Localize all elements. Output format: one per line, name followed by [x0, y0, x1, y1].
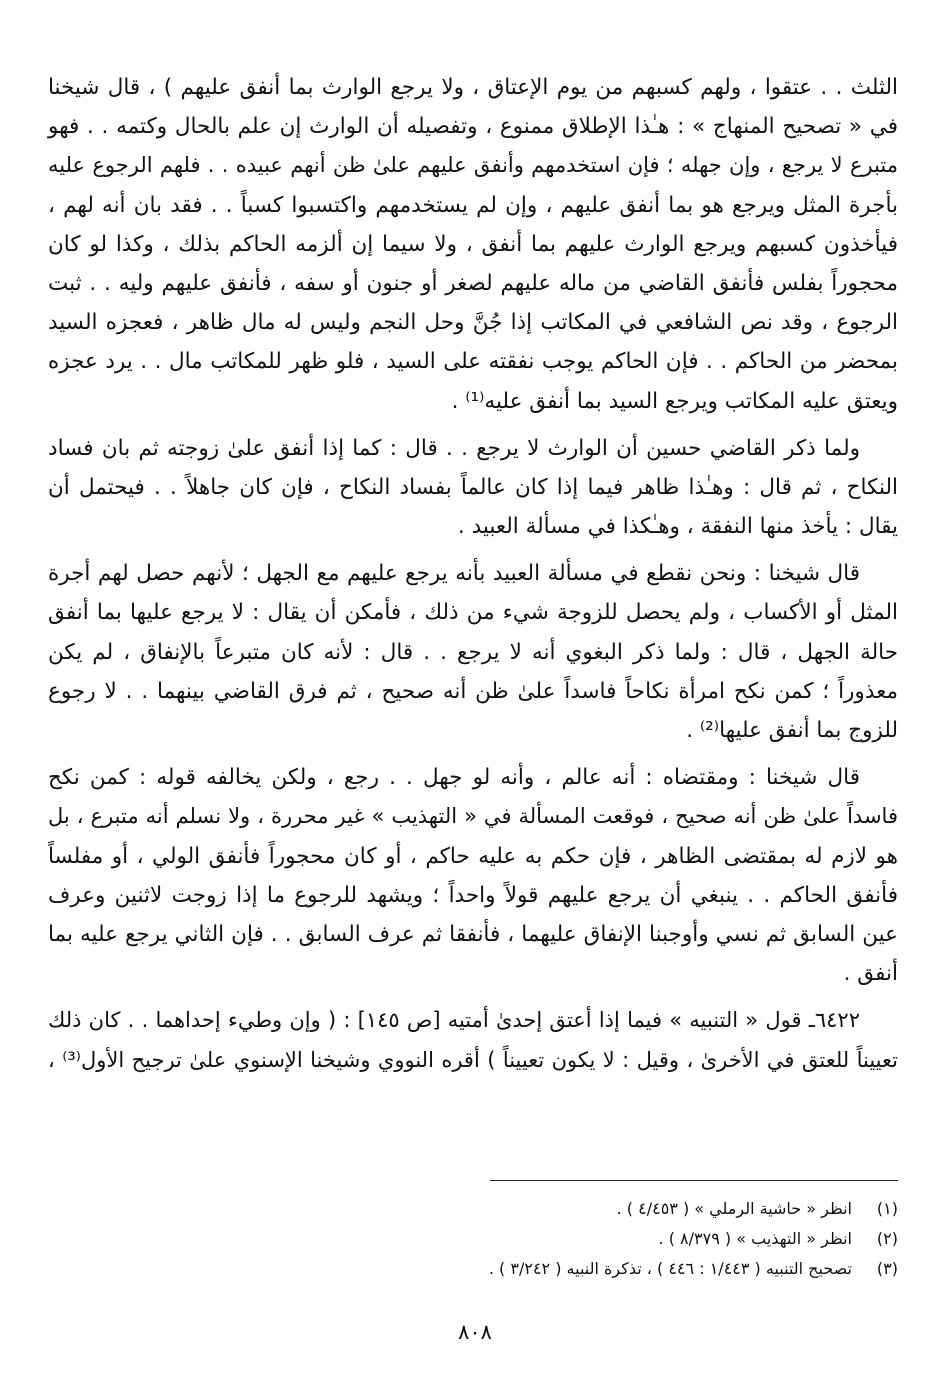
text-line: متبرع لا يرجع ، وإن جهله ؛ فإن استخدمهم وأنفق عليهم علىٰ ظن أنهم عبيده . . فلهم الرجوع عليه [48, 153, 898, 178]
text-line: بمحضر من الحاكم . . فإن الحاكم يوجب نفقته على السيد ، فلو ظهر للمكاتب مال . . يرد عجزه [48, 349, 898, 375]
text-line: معذوراً ؛ كمن نكح امرأة نكاحاً فاسداً علىٰ ظن أنه صحيح ، ثم فرق القاضي بينهما . . لا رجوع [48, 678, 898, 704]
text-line: للزوج بما أنفق عليها⁽²⁾ . [686, 718, 898, 743]
footnote [298, 1194, 898, 1224]
footnote-text: تصحيح التنبيه ( ١/٤٤٣ : ٤٤٦ ) ، تذكرة النبيه ( ٣/٢٤٢ ) . [488, 1259, 852, 1278]
text-line: قال شيخنا : ونحن نقطع في مسألة العبيد بأنه يرجع عليهم مع الجهل ؛ لأنهم حصل لهم أجرة [48, 561, 860, 587]
text-line: فيأخذون كسبهم ويرجع الوارث عليهم بما أنفق ، ولا سيما إن ألزمه الحاكم بذلك ، وكذا لو كان [48, 231, 898, 257]
text-line: تعييناً للعتق في الأخرىٰ ، وقيل : لا يكون تعييناً ) أقره النووي وشيخنا الإسنوي علىٰ ترجيح الأول⁽³⁾ ، [48, 1047, 898, 1072]
main-text [48, 68, 898, 1080]
text-line: الثلث . . عتقوا ، ولهم كسبهم من يوم الإعتاق ، ولا يرجع الوارث بما أنفق عليهم ) ، قال شيخنا [48, 75, 898, 100]
footnote [298, 1224, 898, 1254]
text-line: يقال : يأخذ منها النفقة ، وهـٰكذا في مسألة العبيد . [457, 514, 898, 540]
text-line: النكاح ، ثم قال : وهـٰذا ظاهر فيما إذا كان عالماً بفساد النكاح ، فإن كان جاهلاً . . فيحتمل أن [48, 474, 898, 500]
text-line: فأنفق الحاكم . . ينبغي أن يرجع عليهم قولاً واحداً ؛ ويشهد للرجوع ما إذا زوجت لاثنين وعرف [48, 882, 898, 908]
text-line: المثل أو الأكساب ، ولم يحصل للزوجة شيء من ذلك ، فأمكن أن يقال : لا يرجع عليها بما أنفق [48, 600, 898, 626]
text-line: أنفق . [843, 961, 898, 987]
footnotes [298, 1194, 898, 1284]
paragraph-gap [48, 421, 898, 429]
footnote-number: (٣) [876, 1259, 898, 1278]
text-line: هو لازم له بمقتضى الظاهر ، فإن حكم به عليه حاكم ، أو كان محجوراً فأنفق الولي ، أو مفلساً [48, 843, 898, 869]
paragraph-gap [48, 546, 898, 554]
footnote-text: انظر « حاشية الرملي » ( ٤/٤٥٣ ) . [616, 1199, 852, 1218]
text-line: قال شيخنا : ومقتضاه : أنه عالم ، وأنه لو جهل . . رجع ، ولكن يخالفه قوله : كمن نكح [48, 765, 860, 791]
text-line: ويعتق عليه المكاتب ويرجع السيد بما أنفق عليه⁽¹⁾ . [451, 388, 898, 414]
text-line: حالة الجهل ، قال : ولما ذكر البغوي أنه لا يرجع . . قال : لأنه كان متبرعاً بالإنفاق ، لم يكن [48, 639, 898, 665]
text-line: محجوراً بفلس فأنفق القاضي من ماله عليهم لصغر أو جنون أو سفه ، فأنفق عليهم وليه . . ثبت [48, 270, 898, 296]
footnote-divider [490, 1180, 898, 1181]
footnote-number: (١) [876, 1199, 898, 1218]
footnote [298, 1254, 898, 1284]
paragraph-gap [48, 750, 898, 758]
paragraph-gap [48, 993, 898, 1001]
text-line: فاسداً علىٰ ظن أنه صحيح ، فوقعت المسألة في « التهذيب » غير محررة ، ولا نسلم أنه متبرع ، بل [48, 804, 898, 829]
text-line: ولما ذكر القاضي حسين أن الوارث لا يرجع . . قال : كما إذا أنفق علىٰ زوجته ثم بان فساد [48, 435, 860, 461]
text-line: ٦٤٢٢ـ قول « التنبيه » فيما إذا أعتق إحدىٰ أمتيه [ص ١٤٥] : ( وإن وطيء إحداهما . . كان ذلك [48, 1008, 860, 1033]
text-line: الرجوع ، وقد نص الشافعي في المكاتب إذا جُنَّ وحل النجم وليس له مال ظاهر ، فعجزه السيد [48, 310, 898, 336]
text-line: عين السابق ثم نسي وأوجبنا الإنفاق عليهما ، فأنفقا ثم عرف السابق . . فإن الثاني يرجع عليه بما [48, 921, 898, 947]
text-line: بأجرة المثل ويرجع هو بما أنفق عليهم ، وإن لم يستخدمهم واكتسبوا كسباً . . فقد بان أنه لهم ، [48, 192, 898, 218]
footnote-number: (٢) [876, 1229, 898, 1248]
footnote-text: انظر « التهذيب » ( ٨/٣٧٩ ) . [658, 1229, 852, 1248]
text-line: في « تصحيح المنهاج » : هـٰذا الإطلاق ممنوع ، وتفصيله أن الوارث إن علم بالحال وكتمه . . فهو [48, 114, 898, 140]
page-number: ٨٠٨ [458, 1320, 492, 1344]
